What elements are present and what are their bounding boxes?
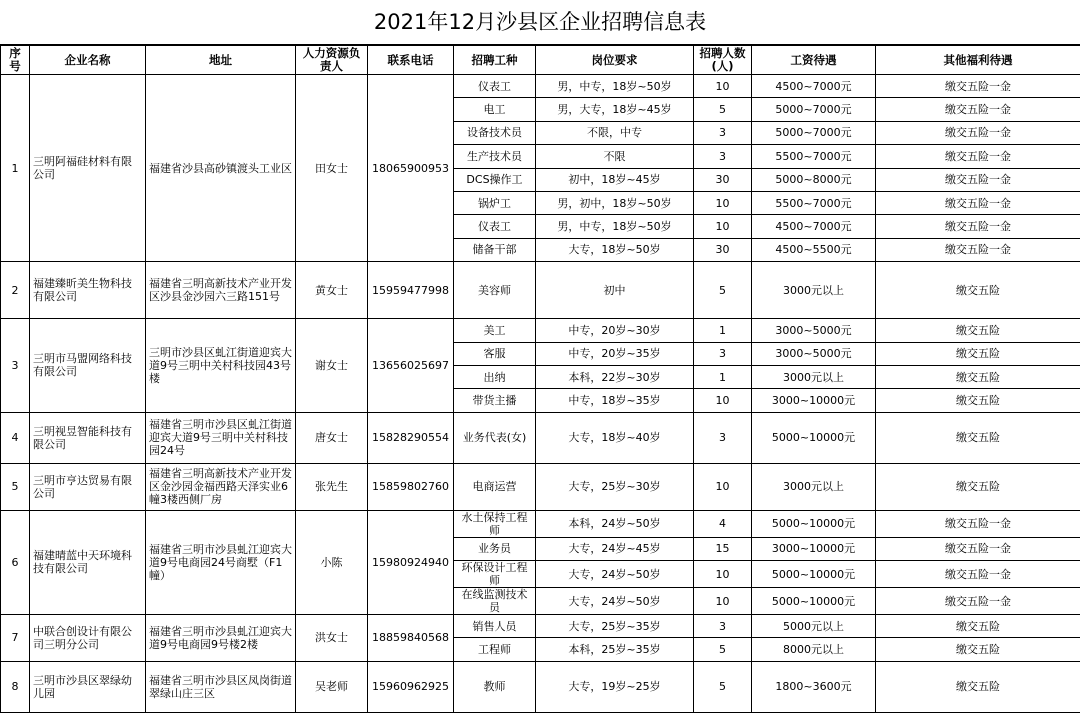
- job-requirement: 大专，18岁~50岁: [536, 238, 694, 261]
- job-salary: 5000~10000元: [752, 510, 876, 537]
- job-benefit: 缴交五险一金: [876, 215, 1080, 238]
- job-title: 业务代表(女): [454, 412, 536, 463]
- job-requirement: 本科，25岁~35岁: [536, 638, 694, 661]
- job-requirement: 男，大专，18岁~45岁: [536, 98, 694, 121]
- job-title: 水土保持工程师: [454, 510, 536, 537]
- company-name: 三明市马盟网络科技有限公司: [30, 319, 146, 413]
- job-title: 锅炉工: [454, 191, 536, 214]
- job-title: 美工: [454, 319, 536, 342]
- header-salary: 工资待遇: [752, 46, 876, 75]
- job-benefit: 缴交五险: [876, 615, 1080, 638]
- hr-contact: 田女士: [296, 75, 368, 262]
- table-row: [1, 262, 1080, 319]
- hr-contact: 小陈: [296, 510, 368, 614]
- company-name: 福建晴蓝中天环境科技有限公司: [30, 510, 146, 614]
- row-number: 3: [1, 319, 30, 413]
- contact-phone: 15959477998: [368, 262, 454, 319]
- header-phone: 联系电话: [368, 46, 454, 75]
- job-benefit: 缴交五险一金: [876, 145, 1080, 168]
- job-count: 3: [694, 121, 752, 144]
- row-number: 8: [1, 661, 30, 712]
- job-requirement: 中专，20岁~30岁: [536, 319, 694, 342]
- row-number: 5: [1, 463, 30, 510]
- table-row: [1, 319, 1080, 342]
- contact-phone: 15859802760: [368, 463, 454, 510]
- job-count: 10: [694, 75, 752, 98]
- job-count: 3: [694, 412, 752, 463]
- job-count: 5: [694, 98, 752, 121]
- job-title: 美容师: [454, 262, 536, 319]
- job-benefit: 缴交五险: [876, 342, 1080, 365]
- job-count: 30: [694, 168, 752, 191]
- job-title: 销售人员: [454, 615, 536, 638]
- job-salary: 5000~10000元: [752, 588, 876, 615]
- company-address: 福建省三明市沙县虬江迎宾大道9号电商园24号商墅（F1幢）: [146, 510, 296, 614]
- job-salary: 3000元以上: [752, 262, 876, 319]
- job-benefit: 缴交五险一金: [876, 510, 1080, 537]
- job-count: 10: [694, 561, 752, 588]
- hr-contact: 谢女士: [296, 319, 368, 413]
- job-count: 30: [694, 238, 752, 261]
- contact-phone: 15960962925: [368, 661, 454, 712]
- job-title: 仪表工: [454, 215, 536, 238]
- header-contact: 人力资源负责人: [296, 46, 368, 75]
- header-job: 招聘工种: [454, 46, 536, 75]
- company-name: 三明市亨达贸易有限公司: [30, 463, 146, 510]
- row-number: 1: [1, 75, 30, 262]
- job-requirement: 大专，25岁~35岁: [536, 615, 694, 638]
- job-requirement: 大专，24岁~50岁: [536, 588, 694, 615]
- table-row: [1, 75, 1080, 98]
- header-requirement: 岗位要求: [536, 46, 694, 75]
- job-count: 10: [694, 463, 752, 510]
- contact-phone: 13656025697: [368, 319, 454, 413]
- job-salary: 3000元以上: [752, 463, 876, 510]
- job-benefit: 缴交五险: [876, 319, 1080, 342]
- job-requirement: 大专，18岁~40岁: [536, 412, 694, 463]
- job-count: 3: [694, 342, 752, 365]
- hr-contact: 黄女士: [296, 262, 368, 319]
- job-count: 4: [694, 510, 752, 537]
- job-benefit: 缴交五险一金: [876, 121, 1080, 144]
- job-title: 环保设计工程师: [454, 561, 536, 588]
- company-name: 三明阿福硅材料有限公司: [30, 75, 146, 262]
- job-requirement: 中专，18岁~35岁: [536, 389, 694, 412]
- header-no: 序号: [1, 46, 30, 75]
- company-address: 福建省三明市沙县虬江迎宾大道9号电商园9号楼2楼: [146, 615, 296, 662]
- job-salary: 5000~10000元: [752, 412, 876, 463]
- job-title: 工程师: [454, 638, 536, 661]
- hr-contact: 洪女士: [296, 615, 368, 662]
- job-count: 1: [694, 365, 752, 388]
- job-salary: 5500~7000元: [752, 145, 876, 168]
- job-title: 客服: [454, 342, 536, 365]
- company-name: 三明视昱智能科技有限公司: [30, 412, 146, 463]
- job-salary: 4500~7000元: [752, 215, 876, 238]
- job-count: 10: [694, 215, 752, 238]
- contact-phone: 15828290554: [368, 412, 454, 463]
- job-benefit: 缴交五险: [876, 262, 1080, 319]
- hr-contact: 吴老师: [296, 661, 368, 712]
- header-benefit: 其他福利待遇: [876, 46, 1080, 75]
- hr-contact: 唐女士: [296, 412, 368, 463]
- job-title: 在线监测技术员: [454, 588, 536, 615]
- job-title: 储备干部: [454, 238, 536, 261]
- contact-phone: 18859840568: [368, 615, 454, 662]
- job-count: 5: [694, 661, 752, 712]
- job-salary: 3000~5000元: [752, 342, 876, 365]
- job-salary: 8000元以上: [752, 638, 876, 661]
- header-row: [1, 46, 1080, 75]
- recruitment-table: [0, 45, 1080, 713]
- job-requirement: 大专，19岁~25岁: [536, 661, 694, 712]
- job-salary: 5500~7000元: [752, 191, 876, 214]
- job-salary: 5000~7000元: [752, 121, 876, 144]
- job-benefit: 缴交五险: [876, 412, 1080, 463]
- job-benefit: 缴交五险: [876, 365, 1080, 388]
- job-requirement: 大专，24岁~45岁: [536, 537, 694, 560]
- job-requirement: 本科，24岁~50岁: [536, 510, 694, 537]
- row-number: 2: [1, 262, 30, 319]
- company-name: 福建臻昕美生物科技有限公司: [30, 262, 146, 319]
- contact-phone: 15980924940: [368, 510, 454, 614]
- job-requirement: 大专，25岁~30岁: [536, 463, 694, 510]
- job-requirement: 初中，18岁~45岁: [536, 168, 694, 191]
- job-requirement: 不限，中专: [536, 121, 694, 144]
- table-row: [1, 661, 1080, 712]
- job-count: 3: [694, 145, 752, 168]
- contact-phone: 18065900953: [368, 75, 454, 262]
- job-title: DCS操作工: [454, 168, 536, 191]
- job-requirement: 男，中专，18岁~50岁: [536, 215, 694, 238]
- job-requirement: 大专，24岁~50岁: [536, 561, 694, 588]
- job-count: 1: [694, 319, 752, 342]
- hr-contact: 张先生: [296, 463, 368, 510]
- job-salary: 5000~10000元: [752, 561, 876, 588]
- job-benefit: 缴交五险一金: [876, 191, 1080, 214]
- table-row: [1, 412, 1080, 463]
- row-number: 4: [1, 412, 30, 463]
- job-title: 仪表工: [454, 75, 536, 98]
- job-salary: 5000元以上: [752, 615, 876, 638]
- job-title: 业务员: [454, 537, 536, 560]
- job-requirement: 本科，22岁~30岁: [536, 365, 694, 388]
- job-benefit: 缴交五险: [876, 638, 1080, 661]
- table-row: [1, 510, 1080, 537]
- job-salary: 1800~3600元: [752, 661, 876, 712]
- job-benefit: 缴交五险一金: [876, 168, 1080, 191]
- job-requirement: 中专，20岁~35岁: [536, 342, 694, 365]
- job-count: 15: [694, 537, 752, 560]
- job-salary: 3000~5000元: [752, 319, 876, 342]
- job-count: 3: [694, 615, 752, 638]
- job-salary: 4500~7000元: [752, 75, 876, 98]
- job-count: 10: [694, 389, 752, 412]
- job-benefit: 缴交五险一金: [876, 238, 1080, 261]
- job-requirement: 男，中专，18岁~50岁: [536, 75, 694, 98]
- job-salary: 4500~5500元: [752, 238, 876, 261]
- job-title: 设备技术员: [454, 121, 536, 144]
- job-benefit: 缴交五险: [876, 389, 1080, 412]
- job-salary: 5000~8000元: [752, 168, 876, 191]
- job-count: 10: [694, 191, 752, 214]
- job-requirement: 不限: [536, 145, 694, 168]
- job-benefit: 缴交五险一金: [876, 588, 1080, 615]
- table-row: [1, 615, 1080, 638]
- job-title: 生产技术员: [454, 145, 536, 168]
- company-address: 福建省三明高新技术产业开发区金沙园金福西路天泽实业6幢3楼西侧厂房: [146, 463, 296, 510]
- job-title: 教师: [454, 661, 536, 712]
- job-salary: 3000~10000元: [752, 389, 876, 412]
- job-benefit: 缴交五险一金: [876, 561, 1080, 588]
- company-name: 三明市沙县区翠绿幼儿园: [30, 661, 146, 712]
- job-benefit: 缴交五险: [876, 661, 1080, 712]
- company-address: 福建省三明高新技术产业开发区沙县金沙园六三路151号: [146, 262, 296, 319]
- table-row: [1, 463, 1080, 510]
- job-benefit: 缴交五险一金: [876, 98, 1080, 121]
- page-title: 2021年12月沙县区企业招聘信息表: [0, 0, 1080, 45]
- job-salary: 3000元以上: [752, 365, 876, 388]
- job-requirement: 男，初中，18岁~50岁: [536, 191, 694, 214]
- job-requirement: 初中: [536, 262, 694, 319]
- row-number: 6: [1, 510, 30, 614]
- company-name: 中联合创设计有限公司三明分公司: [30, 615, 146, 662]
- job-title: 电工: [454, 98, 536, 121]
- header-address: 地址: [146, 46, 296, 75]
- job-title: 电商运营: [454, 463, 536, 510]
- company-address: 三明市沙县区虬江街道迎宾大道9号三明中关村科技园43号楼: [146, 319, 296, 413]
- company-address: 福建省沙县高砂镇渡头工业区: [146, 75, 296, 262]
- job-salary: 5000~7000元: [752, 98, 876, 121]
- job-count: 10: [694, 588, 752, 615]
- job-title: 带货主播: [454, 389, 536, 412]
- company-address: 福建省三明市沙县区凤岗街道翠绿山庄三区: [146, 661, 296, 712]
- job-title: 出纳: [454, 365, 536, 388]
- job-benefit: 缴交五险一金: [876, 537, 1080, 560]
- header-company: 企业名称: [30, 46, 146, 75]
- row-number: 7: [1, 615, 30, 662]
- job-count: 5: [694, 638, 752, 661]
- job-count: 5: [694, 262, 752, 319]
- header-count: 招聘人数(人): [694, 46, 752, 75]
- company-address: 福建省三明市沙县区虬江街道迎宾大道9号三明中关村科技园24号: [146, 412, 296, 463]
- job-benefit: 缴交五险: [876, 463, 1080, 510]
- job-benefit: 缴交五险一金: [876, 75, 1080, 98]
- job-salary: 3000~10000元: [752, 537, 876, 560]
